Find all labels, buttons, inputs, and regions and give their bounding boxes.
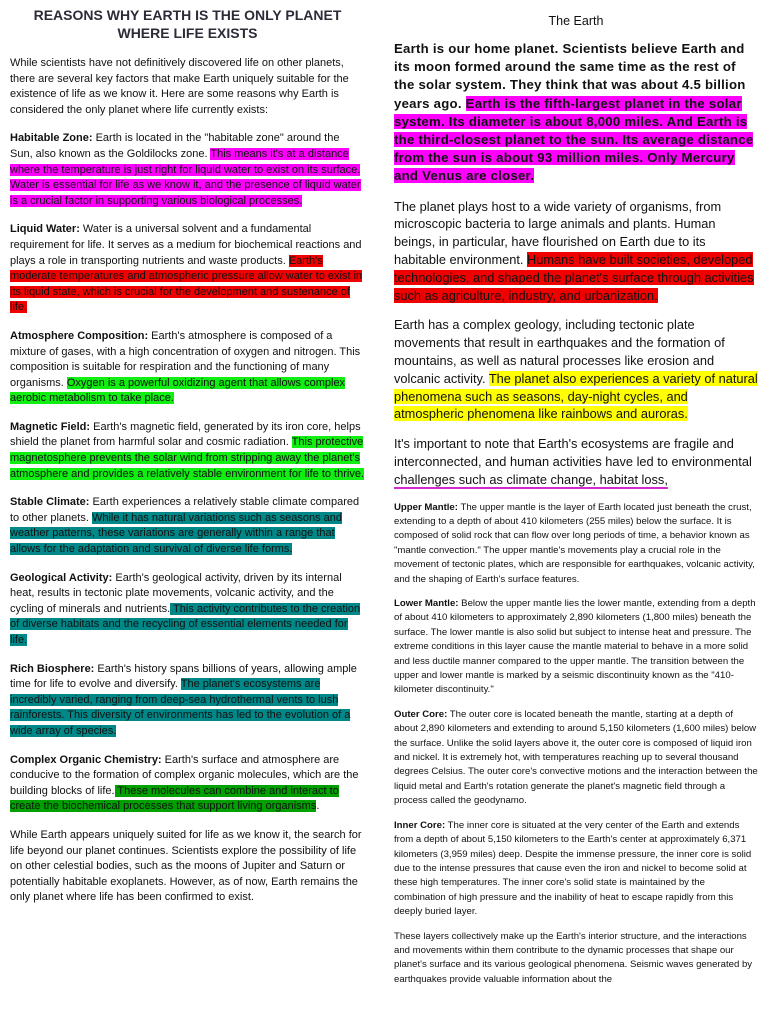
section-text: Earth's magnetic field, generated by its iron core, helps shield the planet from harmful solar and cosmic radiation.	[10, 420, 361, 449]
section-heading: Magnetic Field:	[10, 420, 91, 433]
layer-text: Below the upper mantle lies the lower mantle, extending from a depth of about 410 kilometers to approximately 2,890 kilometers (1,800 miles) beneath the surface. The lower mantle is also solid but subject to intense heat and pressure. The extreme conditions in this layer cause the mantle material to behave in a more solid and less ductile manner compared to the upper mantle. The transition between the upper and lower mantle is marked by a seismic discontinuity known as the "410-kilometer discontinuity."	[394, 598, 756, 696]
section-text: Earth experiences a relatively stable climate compared to other planets.	[10, 496, 360, 524]
section-heading: Liquid Water:	[10, 223, 80, 236]
section-heading: Atmosphere Composition:	[10, 329, 149, 342]
section-rich-biosphere	[10, 662, 365, 740]
layer-inner-core	[394, 819, 758, 920]
section-tail: .	[316, 800, 320, 813]
highlighted-text: While it has natural variations such as seasons and weather patterns, these variations are generally within a range that allows for the adaptation and survival of diverse life forms.	[10, 511, 343, 556]
section-atmosphere	[10, 329, 365, 407]
section-text: Earth's geological activity, driven by its internal heat, results in tectonic plate movements, volcanic activity, and the cycling of minerals and nutrients.	[10, 571, 342, 615]
section-text: Earth is located in the "habitable zone" around the Sun, also known as the Goldilocks zone.	[10, 132, 340, 160]
paragraph-text: The planet plays host to a wide variety of organisms, from microscopic bacteria to large animals and plants. Human beings, in particular, have flourished on Earth due to its habitable environment.	[394, 198, 722, 268]
layers-closing-paragraph: These layers collectively make up the Earth's interior structure, and the interactions and movements within them contribute to the dynamic processes that shape our planet's surface and its various geological phenomena. Seismic waves generated by earthquakes provide valuable information about the	[394, 930, 753, 985]
section-text: Water is a universal solvent and a fundamental requirement for life. It serves as a medium for biochemical reactions and plays a role in transporting nutrients and waste products.	[10, 223, 362, 267]
bold-text: Earth is our home planet. Scientists believe Earth and its moon formed around the same time as the rest of the solar system. They think that was about 4.5 billion years ago.	[394, 41, 746, 111]
section-heading: Complex Organic Chemistry:	[10, 753, 162, 766]
highlighted-text: Humans have built societies, developed technologies, and shaped the planet's surface through activities such as agriculture, industry, and urbanization.	[394, 252, 754, 303]
highlighted-text: This activity contributes to the creation of diverse habitats and the recycling of essential elements needed for life.	[10, 602, 361, 646]
geology-paragraph	[394, 316, 758, 423]
layer-heading: Inner Core:	[394, 819, 446, 831]
section-stable-climate	[10, 495, 365, 557]
page-title: REASONS WHY EARTH IS THE ONLY PLANET WHERE LIFE EXISTS	[33, 7, 342, 41]
highlighted-text: Earth's moderate temperatures and atmospheric pressure allow water to exist in its liquid state, which is crucial for the development and sustenance of life.	[10, 254, 363, 314]
layer-text: The inner core is situated at the very center of the Earth and extends from a depth of about 5,150 kilometers to the Earth's center at approximately 6,371 kilometers (3,959 miles) deep. Despite the immense pressure, the inner core is solid due to the intense pressures that cause even the iron and nickel to become solid at these high temperatures. The inner core's solid state is maintained by the combination of high pressure and the inability of heat to escape rapidly from this deeply buried layer.	[394, 819, 752, 918]
section-geological-activity	[10, 571, 365, 649]
right-column	[384, 0, 768, 997]
closing-paragraph: While Earth appears uniquely suited for life as we know it, the search for life beyond our planet continues. Scientists explore the possibility of life on other celestial bodies, such as the moons of Jupiter and Saturn or potentially habitable exoplanets. However, as of now, Earth remains the only planet where life has been confirmed to exist.	[10, 828, 362, 904]
layer-upper-mantle	[394, 501, 758, 587]
section-heading: Rich Biosphere:	[10, 662, 95, 675]
article-title: The Earth	[548, 14, 604, 28]
section-habitable-zone	[10, 131, 365, 209]
section-heading: Stable Climate:	[10, 496, 90, 509]
underlined-text: challenges such as climate change, habitat loss,	[394, 471, 668, 487]
section-heading: Habitable Zone:	[10, 132, 93, 145]
paragraph-text: Earth has a complex geology, including tectonic plate movements that result in earthquakes and the formation of mountains, as well as natural processes like erosion and volcanic activity.	[394, 317, 725, 386]
section-magnetic-field	[10, 420, 365, 482]
highlighted-text: Oxygen is a powerful oxidizing agent that allows complex aerobic metabolism to take place.	[10, 376, 346, 405]
ecosystems-paragraph	[394, 435, 758, 488]
section-organic-chemistry	[10, 753, 365, 815]
section-text: Earth's surface and atmosphere are conducive to the formation of complex organic molecules, which are the building blocks of life.	[10, 753, 359, 797]
layer-text: The upper mantle is the layer of Earth located just beneath the crust, extending to a depth of about 410 kilometers (255 miles) below the surface. It is composed of solid rock that can flow over long periods of time, a behavior known as "mantle convection." The upper mantle's movements play a crucial role in the movement of tectonic plates, which are responsible for earthquakes, volcanic activity, and the shaping of Earth's surface features.	[394, 501, 755, 585]
highlighted-text: This protective magnetosphere prevents the solar wind from stripping away the planet's atmosphere and provides a relatively stable environment for life to thrive.	[10, 436, 365, 480]
layer-outer-core	[394, 708, 758, 809]
section-liquid-water	[10, 222, 365, 316]
section-text: Earth's atmosphere is composed of a mixture of gases, with a high concentration of oxygen and nitrogen. This composition is suitable for respiration and the functioning of many organisms.	[10, 329, 361, 389]
left-column	[0, 0, 374, 919]
highlighted-text: This means it's at a distance where the temperature is just right for liquid water to exist on its surface. Water is essential for life as we know it, and the presence of liquid water is a crucial factor in supporting various biological processes.	[10, 147, 361, 207]
highlighted-text: Earth is the fifth-largest planet in the solar system. Its diameter is about 8,000 miles. And Earth is the third-closest planet to the sun. Its average distance from the sun is about 93 million miles. Only Mercury and Venus are closer.	[394, 95, 754, 184]
highlighted-text: These molecules can combine and interact to create the biochemical processes that support living organisms	[10, 784, 339, 813]
intro-bold-paragraph	[394, 40, 758, 186]
paragraph-text: It's important to note that Earth's ecosystems are fragile and interconnected, and human activities have led to environmental	[394, 436, 752, 469]
highlighted-text: The planet's ecosystems are incredibly varied, ranging from deep-sea hydrothermal vents to lush rainforests. This diversity of environments has led to the evolution of a wide array of species.	[10, 678, 351, 737]
layer-text: The outer core is located beneath the mantle, starting at a depth of about 2,890 kilometers and extending to around 5,150 kilometers (1,600 miles) below the surface. Unlike the solid layers above it, the outer core is composed of liquid iron and nickel. It is extremely hot, with temperatures reaching up to several thousand degrees Celsius. The outer core's convective motions and the interaction between the liquid metal and Earth's rotation generate the planet's magnetic field through a process called the geodynamo.	[394, 708, 758, 807]
section-heading: Geological Activity:	[10, 571, 113, 584]
layer-lower-mantle	[394, 597, 758, 698]
highlighted-text: The planet also experiences a variety of natural phenomena such as seasons, day-night cycles, and atmospheric phenomena like rainbows and auroras.	[394, 370, 758, 422]
organisms-paragraph	[394, 198, 758, 305]
layer-heading: Upper Mantle:	[394, 501, 458, 513]
layer-heading: Lower Mantle:	[394, 598, 459, 610]
intro-paragraph: While scientists have not definitively discovered life on other planets, there are several key factors that make Earth uniquely suitable for the existence of life as we know it. Here are some reasons why Earth is considered the only planet where life currently exists:	[10, 57, 349, 116]
layer-heading: Outer Core:	[394, 708, 448, 720]
section-text: Earth's history spans billions of years, allowing ample time for life to evolve and diversify.	[10, 662, 357, 691]
